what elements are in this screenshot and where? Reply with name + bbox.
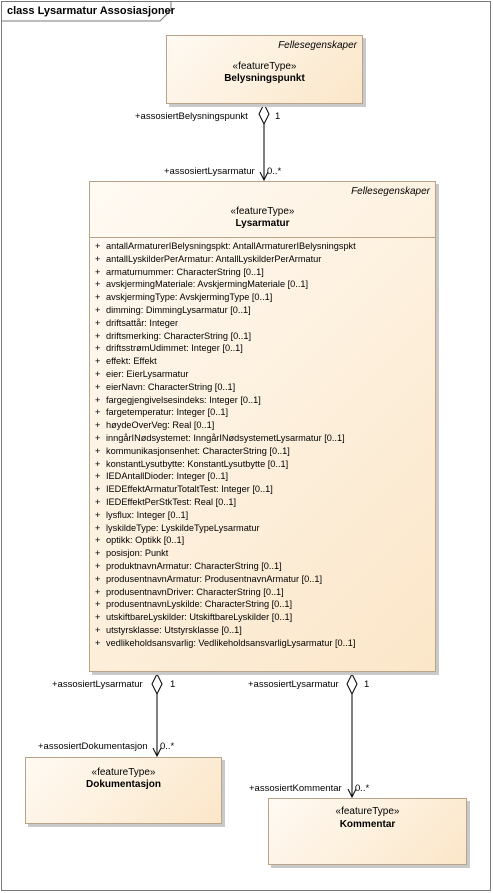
- attribute-text: produktnavnArmatur: CharacterString [0..1]: [106, 560, 282, 571]
- attribute-visibility: +: [95, 279, 101, 290]
- attribute-text: driftsstrømUdimmet: Integer [0..1]: [106, 343, 243, 354]
- attribute-visibility: +: [95, 522, 101, 533]
- multiplicity-label: 0..*: [355, 783, 370, 794]
- class-package-label: Fellesegenskaper: [278, 40, 357, 51]
- attribute-text: posisjon: Punkt: [106, 548, 169, 559]
- attribute-visibility: +: [95, 624, 101, 635]
- attribute-text: vedlikeholdsansvarlig: VedlikeholdsansvarligLysarmatur [0..1]: [106, 637, 356, 648]
- attribute-row: [90, 419, 435, 432]
- attribute-text: IEDAntallDioder: Integer [0..1]: [106, 471, 229, 482]
- class-name: Kommentar: [339, 819, 396, 830]
- attribute-visibility: +: [95, 394, 101, 405]
- attribute-text: armaturnummer: CharacterString [0..1]: [106, 266, 264, 277]
- attribute-text: produsentnavnDriver: CharacterString [0..1]: [106, 586, 284, 597]
- attribute-visibility: +: [95, 368, 101, 379]
- attribute-row: [90, 534, 435, 547]
- class-stereotype: «featureType»: [91, 767, 156, 778]
- attribute-visibility: +: [95, 548, 101, 559]
- attribute-text: eier: EierLysarmatur: [106, 368, 189, 379]
- attribute-text: antallArmaturerIBelysningspkt: AntallArmaturerIBelysningspkt: [106, 241, 356, 251]
- class-name: Belysningspunkt: [224, 73, 305, 84]
- class-name: Dokumentasjon: [85, 779, 161, 790]
- attribute-visibility: +: [95, 458, 101, 469]
- attribute-visibility: +: [95, 586, 101, 597]
- attribute-row: [90, 470, 435, 483]
- attribute-visibility: +: [95, 573, 101, 584]
- attribute-row: [90, 522, 435, 535]
- class-belysningspunkt[interactable]: [166, 35, 363, 104]
- attribute-visibility: +: [95, 407, 101, 418]
- attribute-row: [90, 445, 435, 458]
- attribute-row: [90, 547, 435, 560]
- multiplicity-label: 0..*: [267, 166, 282, 177]
- attribute-visibility: +: [95, 317, 101, 328]
- attribute-visibility: +: [95, 304, 101, 315]
- attribute-visibility: +: [95, 637, 101, 648]
- attribute-row: [90, 458, 435, 471]
- attribute-text: eierNavn: CharacterString [0..1]: [106, 381, 236, 392]
- attribute-row: [90, 611, 435, 624]
- multiplicity-label: 1: [364, 679, 370, 690]
- attribute-visibility: +: [95, 535, 101, 546]
- attribute-row: [90, 432, 435, 445]
- attribute-text: antallLyskilderPerArmatur: AntallLyskilderPerArmatur: [106, 253, 322, 264]
- attribute-row: [90, 304, 435, 317]
- attribute-row: [90, 586, 435, 599]
- attribute-text: fargetemperatur: Integer [0..1]: [106, 407, 229, 418]
- attribute-row: [90, 278, 435, 291]
- aggregation-diamond-lysarmatur-dok: [152, 674, 162, 694]
- attribute-row: [90, 317, 435, 330]
- class-name: Lysarmatur: [235, 218, 290, 229]
- role-label-assosiert-lysarmatur: +assosiertLysarmatur: [52, 679, 143, 690]
- attribute-compartment: [90, 237, 435, 650]
- class-package-label: Fellesegenskaper: [351, 186, 430, 197]
- attribute-visibility: +: [95, 484, 101, 495]
- aggregation-diamond-lysarmatur-kom: [347, 674, 357, 694]
- attribute-text: høydeOverVeg: Real [0..1]: [106, 420, 215, 431]
- attribute-text: optikk: Optikk [0..1]: [106, 535, 185, 546]
- class-kommentar[interactable]: [268, 798, 467, 865]
- attribute-row: [90, 330, 435, 343]
- attribute-text: avskjermingType: AvskjermingType [0..1]: [106, 292, 273, 303]
- attribute-row: [90, 394, 435, 407]
- attribute-visibility: +: [95, 381, 101, 392]
- attribute-row: [90, 637, 435, 650]
- attribute-visibility: +: [95, 266, 101, 277]
- attribute-row: [90, 240, 435, 253]
- attribute-row: [90, 266, 435, 279]
- attribute-row: [90, 509, 435, 522]
- attribute-text: konstantLysutbytte: KonstantLysutbytte [0..1]: [106, 458, 289, 469]
- attribute-visibility: +: [95, 445, 101, 456]
- attribute-visibility: +: [95, 432, 101, 443]
- role-label-assosiert-kommentar: +assosiertKommentar: [249, 783, 342, 794]
- attribute-text: fargegjengivelsesindeks: Integer [0..1]: [106, 394, 261, 405]
- multiplicity-label: 1: [170, 679, 176, 690]
- attribute-visibility: +: [95, 330, 101, 341]
- attribute-text: avskjermingMateriale: AvskjermingMateriale [0..1]: [106, 279, 309, 290]
- attribute-row: [90, 368, 435, 381]
- attribute-visibility: +: [95, 560, 101, 571]
- attribute-text: kommunikasjonsenhet: CharacterString [0..1]: [106, 445, 290, 456]
- attribute-row: [90, 573, 435, 586]
- class-stereotype: «featureType»: [335, 806, 400, 817]
- attribute-row: [90, 496, 435, 509]
- attribute-visibility: +: [95, 612, 101, 623]
- attribute-row: [90, 381, 435, 394]
- attribute-visibility: +: [95, 420, 101, 431]
- attribute-text: IEDEffektArmaturTotaltTest: Integer [0..1]: [106, 484, 273, 495]
- attribute-row: [90, 406, 435, 419]
- attribute-row: [90, 291, 435, 304]
- attribute-visibility: +: [95, 599, 101, 610]
- multiplicity-label: 1: [275, 111, 281, 122]
- attribute-row: [90, 624, 435, 637]
- attribute-text: inngårINødsystemet: InngårINødsystemetLysarmatur [0..1]: [106, 432, 345, 443]
- attribute-visibility: +: [95, 343, 101, 354]
- attribute-visibility: +: [95, 496, 101, 507]
- attribute-visibility: +: [95, 509, 101, 520]
- class-dokumentasjon[interactable]: [25, 757, 222, 824]
- attribute-visibility: +: [95, 471, 101, 482]
- attribute-text: produsentnavnLyskilde: CharacterString [0..1]: [106, 599, 293, 610]
- attribute-row: [90, 342, 435, 355]
- attribute-text: driftsattår: Integer: [106, 317, 179, 328]
- class-lysarmatur[interactable]: [89, 181, 436, 672]
- role-label-assosiert-lysarmatur: +assosiertLysarmatur: [248, 679, 339, 690]
- attribute-row: [90, 253, 435, 266]
- frame-title: class Lysarmatur Assosiasjoner: [7, 5, 175, 17]
- role-label-assosiert-dokumentasjon: +assosiertDokumentasjon: [38, 741, 148, 752]
- aggregation-diamond-belysningspunkt: [259, 104, 269, 124]
- attribute-text: dimming: DimmingLysarmatur [0..1]: [106, 304, 251, 315]
- attribute-visibility: +: [95, 241, 101, 251]
- attribute-text: produsentnavnArmatur: ProdusentnavnArmatur [0..1]: [106, 573, 323, 584]
- attribute-visibility: +: [95, 356, 101, 367]
- multiplicity-label: 0..*: [160, 741, 175, 752]
- role-label-assosiert-belysningspunkt: +assosiertBelysningspunkt: [135, 111, 248, 122]
- attribute-text: effekt: Effekt: [106, 356, 157, 367]
- class-stereotype: «featureType»: [232, 61, 297, 72]
- attribute-text: lysflux: Integer [0..1]: [106, 509, 189, 520]
- role-label-assosiert-lysarmatur: +assosiertLysarmatur: [164, 166, 255, 177]
- attribute-text: lyskildeType: LyskildeTypeLysarmatur: [106, 522, 260, 533]
- attribute-row: [90, 483, 435, 496]
- class-stereotype: «featureType»: [230, 206, 295, 217]
- attribute-text: utskiftbareLyskilder: UtskiftbareLyskilder [0..1]: [106, 612, 293, 623]
- attribute-text: IEDEffektPerStkTest: Real [0..1]: [106, 496, 237, 507]
- attribute-row: [90, 598, 435, 611]
- attribute-row: [90, 355, 435, 368]
- attribute-visibility: +: [95, 292, 101, 303]
- attribute-text: driftsmerking: CharacterString [0..1]: [106, 330, 252, 341]
- attribute-text: utstyrsklasse: Utstyrsklasse [0..1]: [106, 624, 242, 635]
- attribute-visibility: +: [95, 253, 101, 264]
- attribute-row: [90, 560, 435, 573]
